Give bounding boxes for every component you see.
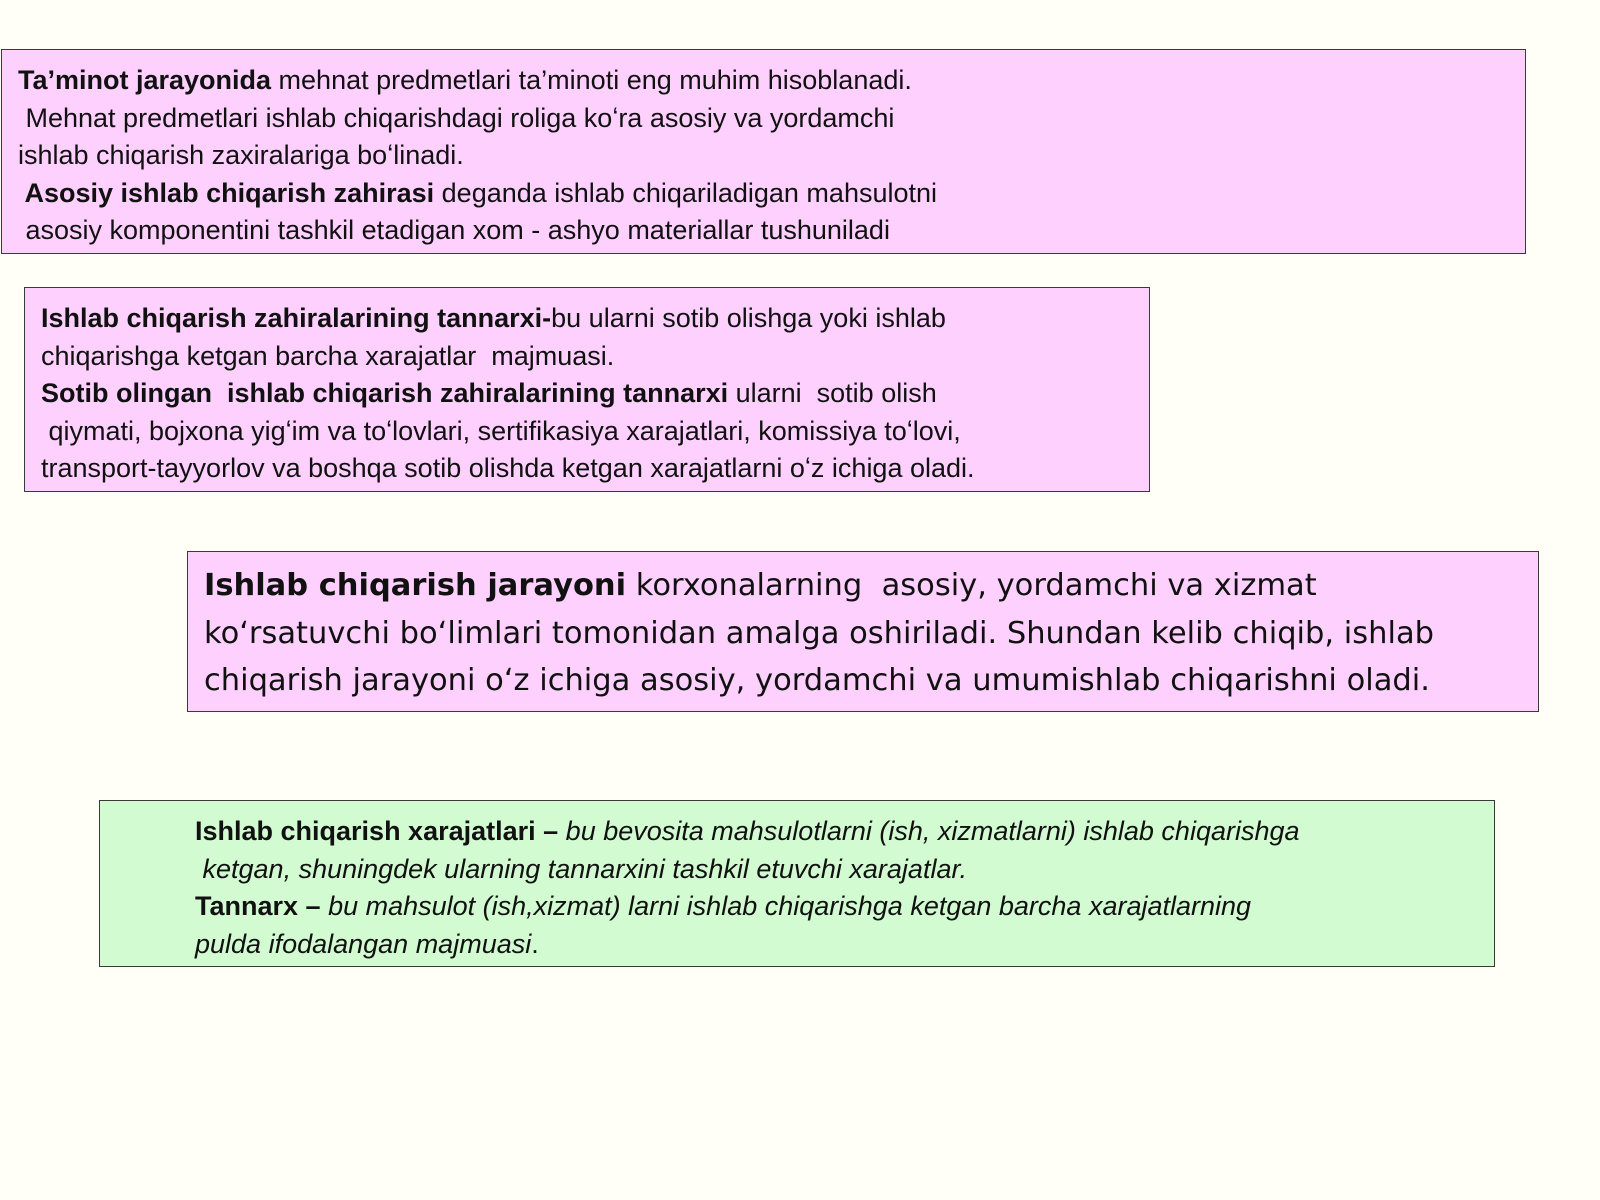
production-process-box	[187, 551, 1539, 712]
costs-line-3: Tannarx – bu mahsulot (ish,xizmat) larni ishlab chiqarishga ketgan barcha xarajatlarning	[195, 891, 1252, 921]
stock-cost-term: Ishlab chiqarish zahiralarining tannarxi-	[41, 303, 552, 333]
stock-cost-line-2: chiqarishga ketgan barcha xarajatlar majmuasi.	[41, 340, 615, 371]
production-costs-term: Ishlab chiqarish xarajatlari –	[195, 816, 566, 846]
supply-line-4: Asosiy ishlab chiqarish zahirasi deganda ishlab chiqariladigan mahsulotni	[18, 177, 938, 208]
supply-process-box	[1, 49, 1526, 254]
supply-term: Ta’minot jarayonida	[18, 65, 272, 95]
main-stock-term: Asosiy ishlab chiqarish zahirasi	[18, 177, 435, 208]
stock-cost-box	[24, 287, 1150, 492]
costs-line-4: pulda ifodalangan majmuasi.	[195, 928, 539, 959]
production-costs-box	[99, 800, 1495, 967]
stock-cost-line-1: Ishlab chiqarish zahiralarining tannarxi-bu ularni sotib olishga yoki ishlab	[41, 303, 946, 333]
supply-line-1: Ta’minot jarayonida mehnat predmetlari ta’minoti eng muhim hisoblanadi.	[18, 65, 912, 95]
supply-line-5: asosiy komponentini tashkil etadigan xom - ashyo materiallar tushuniladi	[18, 215, 890, 245]
production-line-1: Ishlab chiqarish jarayoni korxonalarning asosiy, yordamchi va xizmat	[204, 568, 1317, 603]
purchased-stock-cost-term: Sotib olingan ishlab chiqarish zahiralarining tannarxi	[41, 378, 729, 408]
stock-cost-line-4: qiymati, bojxona yigʻim va toʻlovlari, sertifikasiya xarajatlari, komissiya toʻlovi,	[41, 415, 961, 446]
supply-line-3: ishlab chiqarish zaxiralariga boʻlinadi.	[18, 140, 464, 170]
cost-price-term: Tannarx –	[195, 891, 329, 921]
stock-cost-line-3: Sotib olingan ishlab chiqarish zahiralarining tannarxi ularni sotib olish	[41, 378, 937, 408]
stock-cost-line-5: transport-tayyorlov va boshqa sotib olishda ketgan xarajatlarni oʻz ichiga oladi.	[41, 453, 975, 483]
supply-line-2: Mehnat predmetlari ishlab chiqarishdagi roliga koʻra asosiy va yordamchi	[18, 102, 895, 133]
production-line-3: chiqarish jarayoni oʻz ichiga asosiy, yordamchi va umumishlab chiqarishni oladi.	[204, 663, 1430, 698]
production-line-2: koʻrsatuvchi boʻlimlari tomonidan amalga oshiriladi. Shundan kelib chiqib, ishlab	[204, 615, 1434, 651]
costs-line-1: Ishlab chiqarish xarajatlari – bu bevosita mahsulotlarni (ish, xizmatlarni) ishlab chiqarishga	[195, 816, 1300, 846]
production-process-term: Ishlab chiqarish jarayoni	[204, 568, 627, 603]
costs-line-2: ketgan, shuningdek ularning tannarxini tashkil etuvchi xarajatlar.	[195, 853, 967, 884]
